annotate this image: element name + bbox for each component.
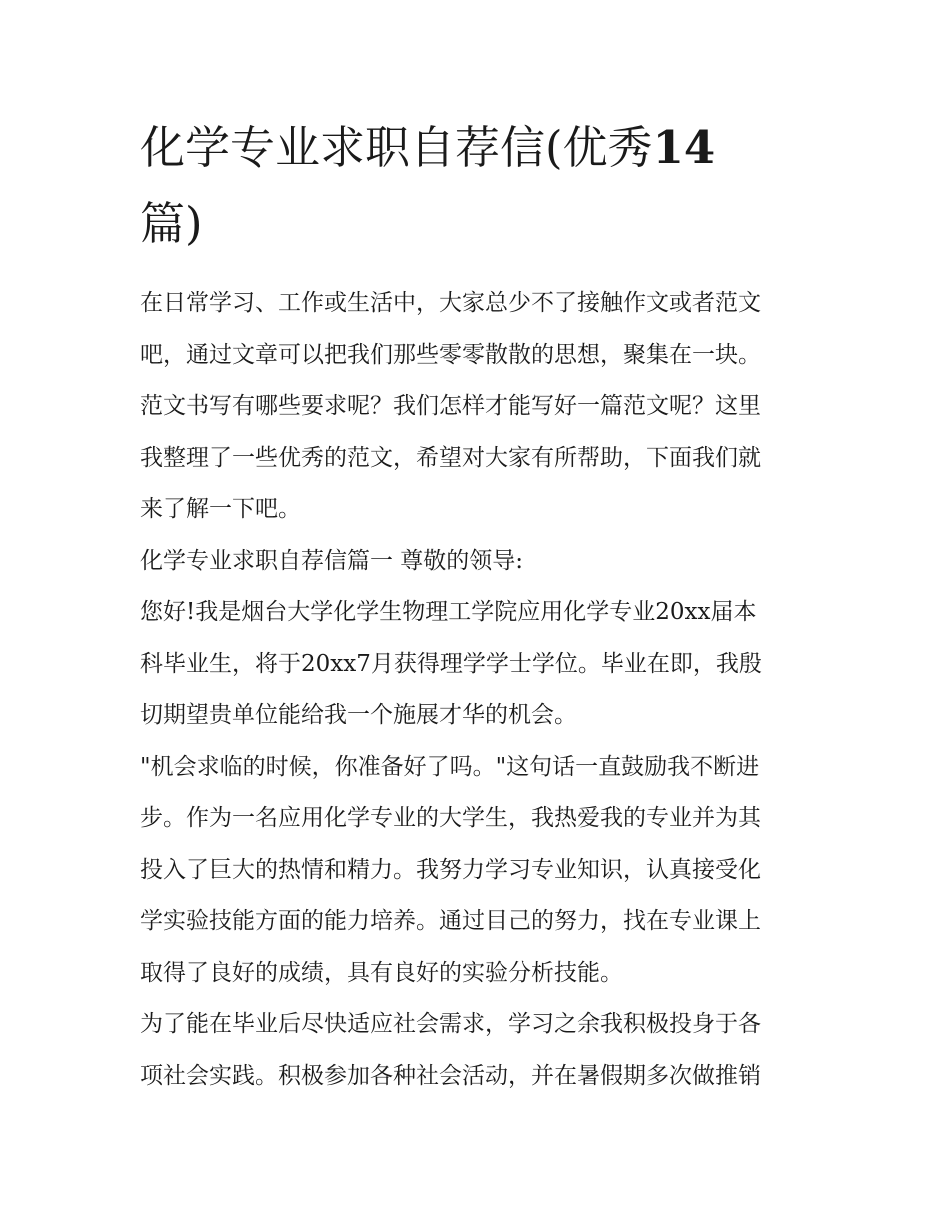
paragraph-list <box>140 278 820 1102</box>
paragraph-line: 学实验技能方面的能力培养。通过目己的努力，找在专业课上 <box>140 908 761 934</box>
document-title <box>140 110 820 262</box>
paragraph-line: 我整理了一些优秀的范文，希望对大家有所帮助，下面我们就 <box>140 444 761 471</box>
paragraph-line: 范文书写有哪些要求呢？我们怎样才能写好一篇范文呢？这里 <box>140 393 761 419</box>
paragraph-line: 化学专业求职自荐信篇一 尊敬的领导: <box>140 547 524 574</box>
paragraph-line: 项社会实践。积极参加各种社会活动，并在暑假期多次做推销 <box>140 1062 761 1089</box>
paragraph-line: 吧，通过文章可以把我们那些零零散散的思想，聚集在一块。 <box>140 341 761 368</box>
paragraph-line: 科毕业生，将于20xx7月获得理学学士学位。毕业在即，我殷 <box>140 650 762 677</box>
paragraph-line: 为了能在毕业后尽快适应社会需求，学习之余我积极投身于各 <box>140 1011 761 1037</box>
paragraph <box>140 536 820 588</box>
paragraph-line: "机会求临的时候，你准备好了吗。"这句话一直鼓励我不断进 <box>140 753 760 780</box>
document-body <box>140 110 820 1102</box>
title-line-1: 化学专业求职自荐信(优秀14 <box>140 121 716 174</box>
paragraph-line: 在日常学习、工作或生活中，大家总少不了接触作文或者范文 <box>140 290 761 316</box>
paragraph <box>140 999 820 1102</box>
paragraph <box>140 278 820 536</box>
paragraph <box>140 587 820 742</box>
paragraph-line: 切期望贵单位能给我一个施展才华的机会。 <box>140 702 577 728</box>
paragraph <box>140 742 820 1000</box>
paragraph-line: 投入了巨大的热情和精力。我努力学习专业知识，认真接受化 <box>140 856 761 883</box>
title-line-2: 篇) <box>140 197 203 250</box>
paragraph-line: 取得了良好的成绩，具有良好的实验分析技能。 <box>140 959 623 986</box>
paragraph-line: 来了解一下吧。 <box>140 496 301 522</box>
paragraph-line: 您好!我是烟台大学化学生物理工学院应用化学专业20xx届本 <box>140 599 757 625</box>
paragraph-line: 步。作为一名应用化学专业的大学生，我热爱我的专业并为其 <box>140 805 761 831</box>
